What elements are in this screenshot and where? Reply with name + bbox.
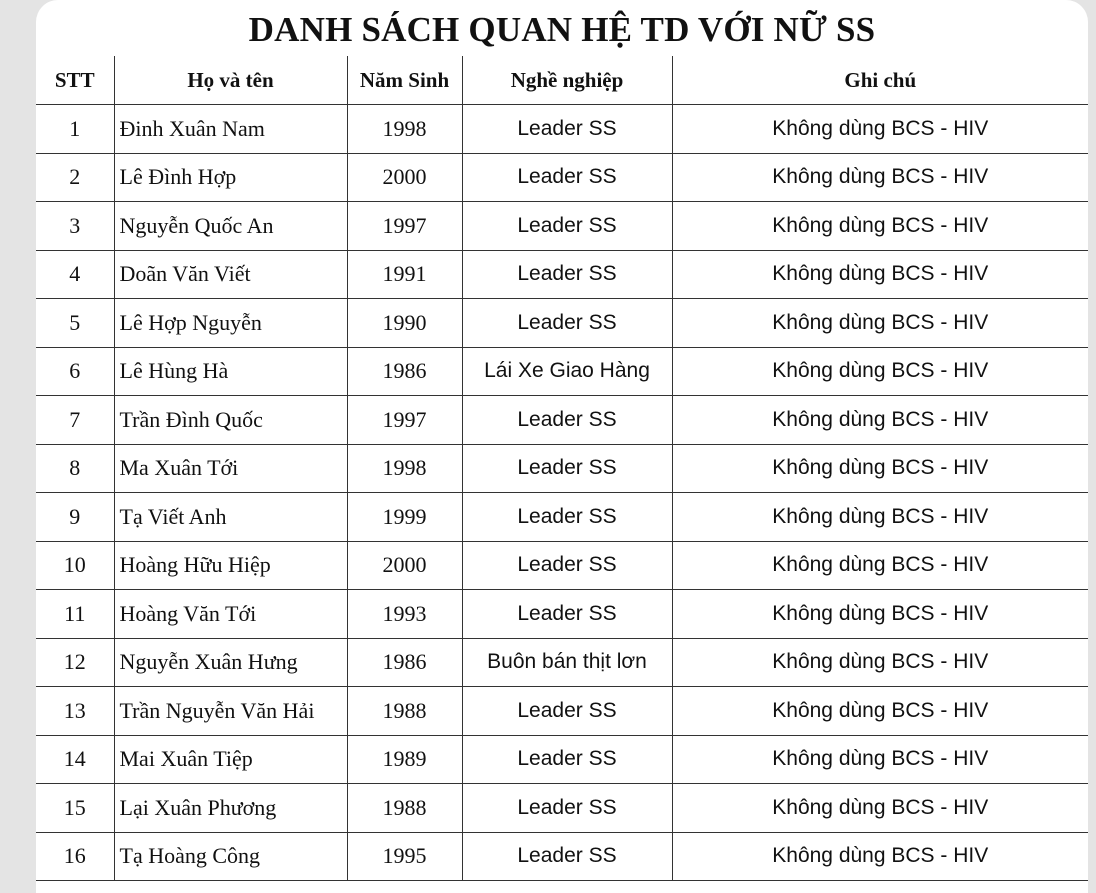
cell-year: 1989 bbox=[347, 735, 462, 784]
cell-name: Đinh Xuân Nam bbox=[114, 105, 347, 154]
cell-name: Nguyễn Xuân Hưng bbox=[114, 638, 347, 687]
table-row bbox=[36, 687, 1088, 736]
column-header-note: Ghi chú bbox=[672, 56, 1088, 105]
cell-year: 1998 bbox=[347, 444, 462, 493]
cell-note: Không dùng BCS - HIV bbox=[672, 396, 1088, 445]
table-row bbox=[36, 105, 1088, 154]
cell-job: Leader SS bbox=[462, 784, 672, 833]
cell-job: Leader SS bbox=[462, 493, 672, 542]
cell-job: Leader SS bbox=[462, 735, 672, 784]
cell-stt: 10 bbox=[36, 541, 114, 590]
table-row bbox=[36, 638, 1088, 687]
cell-stt: 13 bbox=[36, 687, 114, 736]
page-title: DANH SÁCH QUAN HỆ TD VỚI NỮ SS bbox=[248, 10, 876, 49]
cell-name: Lê Hùng Hà bbox=[114, 347, 347, 396]
cell-year: 2000 bbox=[347, 541, 462, 590]
cell-name: Lê Đình Hợp bbox=[114, 153, 347, 202]
table-row bbox=[36, 444, 1088, 493]
cell-year: 1986 bbox=[347, 347, 462, 396]
cell-name: Ma Xuân Tới bbox=[114, 444, 347, 493]
cell-stt: 1 bbox=[36, 105, 114, 154]
cell-name: Lê Hợp Nguyễn bbox=[114, 299, 347, 348]
cell-year: 1995 bbox=[347, 832, 462, 881]
cell-year: 1988 bbox=[347, 687, 462, 736]
cell-name: Hoàng Hữu Hiệp bbox=[114, 541, 347, 590]
document-sheet bbox=[36, 0, 1088, 893]
cell-job: Leader SS bbox=[462, 687, 672, 736]
table-row bbox=[36, 784, 1088, 833]
cell-year: 1991 bbox=[347, 250, 462, 299]
cell-note: Không dùng BCS - HIV bbox=[672, 687, 1088, 736]
column-header-stt: STT bbox=[36, 56, 114, 105]
cell-note: Không dùng BCS - HIV bbox=[672, 735, 1088, 784]
cell-job: Leader SS bbox=[462, 202, 672, 251]
table-header-row bbox=[36, 56, 1088, 105]
cell-job: Leader SS bbox=[462, 250, 672, 299]
cell-year: 1997 bbox=[347, 396, 462, 445]
cell-job: Leader SS bbox=[462, 541, 672, 590]
cell-job: Leader SS bbox=[462, 396, 672, 445]
cell-stt: 9 bbox=[36, 493, 114, 542]
cell-note: Không dùng BCS - HIV bbox=[672, 444, 1088, 493]
cell-stt: 2 bbox=[36, 153, 114, 202]
cell-name: Mai Xuân Tiệp bbox=[114, 735, 347, 784]
cell-name: Tạ Viết Anh bbox=[114, 493, 347, 542]
cell-stt: 15 bbox=[36, 784, 114, 833]
table-row bbox=[36, 202, 1088, 251]
cell-job: Buôn bán thịt lơn bbox=[462, 638, 672, 687]
table-row bbox=[36, 347, 1088, 396]
cell-name: Doãn Văn Viết bbox=[114, 250, 347, 299]
column-header-name: Họ và tên bbox=[114, 56, 347, 105]
table-row bbox=[36, 493, 1088, 542]
cell-year: 1997 bbox=[347, 202, 462, 251]
table-row bbox=[36, 735, 1088, 784]
cell-stt: 16 bbox=[36, 832, 114, 881]
cell-note: Không dùng BCS - HIV bbox=[672, 250, 1088, 299]
cell-stt: 4 bbox=[36, 250, 114, 299]
cell-note: Không dùng BCS - HIV bbox=[672, 590, 1088, 639]
cell-job: Leader SS bbox=[462, 832, 672, 881]
table-row bbox=[36, 590, 1088, 639]
cell-job: Leader SS bbox=[462, 299, 672, 348]
cell-note: Không dùng BCS - HIV bbox=[672, 153, 1088, 202]
cell-name: Hoàng Văn Tới bbox=[114, 590, 347, 639]
cell-year: 1999 bbox=[347, 493, 462, 542]
cell-year: 1993 bbox=[347, 590, 462, 639]
cell-stt: 3 bbox=[36, 202, 114, 251]
cell-stt: 5 bbox=[36, 299, 114, 348]
cell-stt: 6 bbox=[36, 347, 114, 396]
cell-name: Trần Đình Quốc bbox=[114, 396, 347, 445]
cell-name: Tạ Hoàng Công bbox=[114, 832, 347, 881]
cell-year: 1998 bbox=[347, 105, 462, 154]
data-table bbox=[36, 56, 1088, 881]
table-row bbox=[36, 396, 1088, 445]
cell-note: Không dùng BCS - HIV bbox=[672, 638, 1088, 687]
cell-note: Không dùng BCS - HIV bbox=[672, 832, 1088, 881]
cell-note: Không dùng BCS - HIV bbox=[672, 105, 1088, 154]
cell-name: Nguyễn Quốc An bbox=[114, 202, 347, 251]
column-header-year: Năm Sinh bbox=[347, 56, 462, 105]
cell-job: Leader SS bbox=[462, 590, 672, 639]
cell-stt: 11 bbox=[36, 590, 114, 639]
cell-year: 1986 bbox=[347, 638, 462, 687]
cell-job: Lái Xe Giao Hàng bbox=[462, 347, 672, 396]
cell-year: 1988 bbox=[347, 784, 462, 833]
cell-stt: 14 bbox=[36, 735, 114, 784]
cell-note: Không dùng BCS - HIV bbox=[672, 299, 1088, 348]
cell-note: Không dùng BCS - HIV bbox=[672, 493, 1088, 542]
cell-job: Leader SS bbox=[462, 153, 672, 202]
table-row bbox=[36, 541, 1088, 590]
cell-job: Leader SS bbox=[462, 105, 672, 154]
table-row bbox=[36, 299, 1088, 348]
cell-note: Không dùng BCS - HIV bbox=[672, 347, 1088, 396]
cell-note: Không dùng BCS - HIV bbox=[672, 541, 1088, 590]
cell-stt: 8 bbox=[36, 444, 114, 493]
cell-name: Trần Nguyễn Văn Hải bbox=[114, 687, 347, 736]
cell-name: Lại Xuân Phương bbox=[114, 784, 347, 833]
table-row bbox=[36, 832, 1088, 881]
cell-stt: 12 bbox=[36, 638, 114, 687]
cell-year: 2000 bbox=[347, 153, 462, 202]
table-row bbox=[36, 250, 1088, 299]
cell-stt: 7 bbox=[36, 396, 114, 445]
cell-note: Không dùng BCS - HIV bbox=[672, 784, 1088, 833]
cell-job: Leader SS bbox=[462, 444, 672, 493]
cell-note: Không dùng BCS - HIV bbox=[672, 202, 1088, 251]
table-row bbox=[36, 153, 1088, 202]
column-header-job: Nghề nghiệp bbox=[462, 56, 672, 105]
cell-year: 1990 bbox=[347, 299, 462, 348]
